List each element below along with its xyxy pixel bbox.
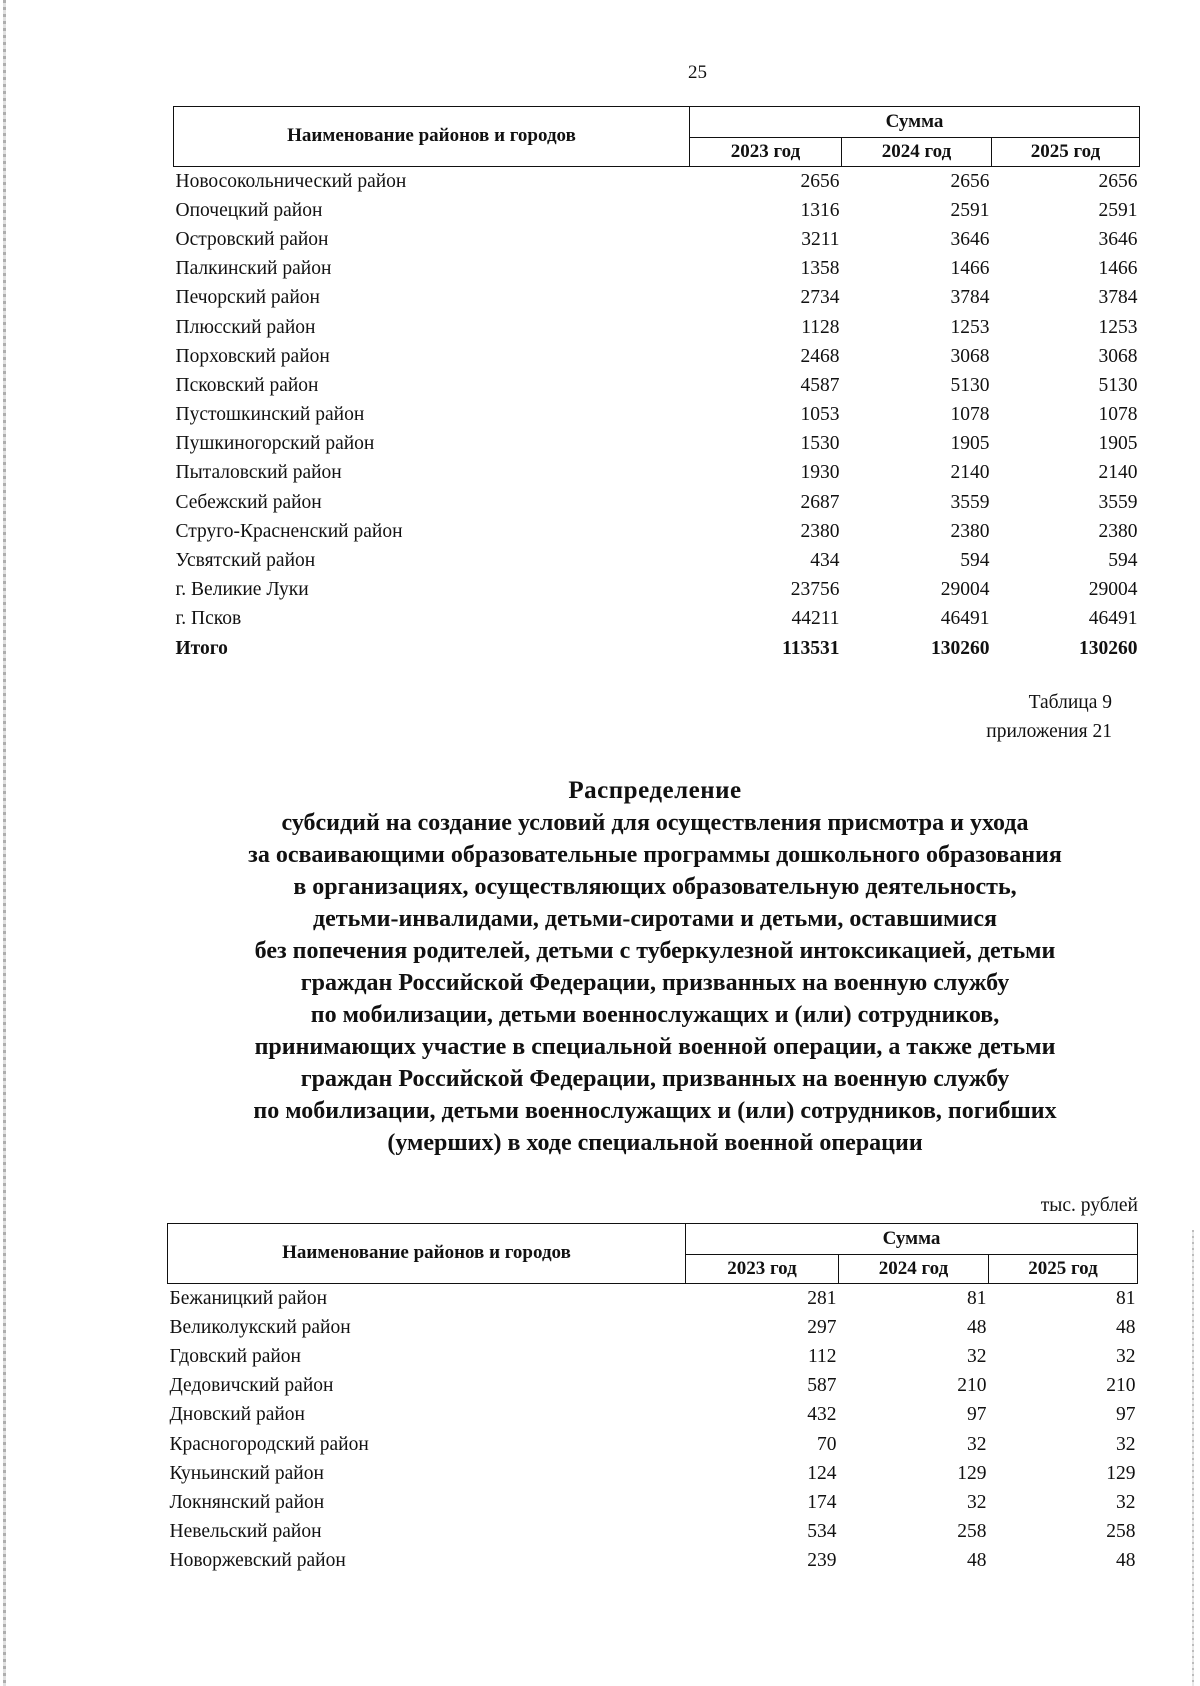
value-2024: 3646 (950, 228, 990, 250)
value-2023: 2468 (800, 345, 840, 367)
table-row (174, 430, 1140, 459)
header-sum: Сумма (686, 1224, 1138, 1255)
title-line: детьми-инвалидами, детьми-сиротами и детьми, оставшимися (313, 906, 997, 932)
title-line: субсидий на создание условий для осуществления присмотра и ухода (281, 810, 1029, 836)
title-line: за осваивающими образовательные программы дошкольного образования (248, 842, 1062, 868)
table-row (174, 576, 1140, 605)
value-2025: 258 (1106, 1521, 1136, 1543)
value-2023: 112 (807, 1345, 837, 1367)
table-row (174, 459, 1140, 488)
scan-edge-left (3, 0, 6, 1686)
table-row (174, 342, 1140, 371)
table-number-caption: Таблица 9 (1028, 692, 1112, 713)
table-row (174, 313, 1140, 342)
value-2025: 1905 (1098, 433, 1138, 455)
value-2023: 3211 (801, 228, 840, 250)
page-number: 25 (688, 62, 707, 83)
district-name: г. Псков (175, 608, 242, 630)
title-line: по мобилизации, детьми военнослужащих и (или) сотрудников, погибших (253, 1098, 1057, 1124)
table-row (168, 1372, 1138, 1401)
value-2023: 124 (807, 1462, 837, 1484)
value-2023: 174 (807, 1491, 837, 1513)
value-2023: 2380 (800, 520, 840, 542)
value-2024: 5130 (950, 374, 990, 396)
header-year-2023: 2023 год (690, 138, 842, 167)
table-row (168, 1430, 1138, 1459)
table-row (174, 517, 1140, 546)
value-2025: 5130 (1098, 374, 1138, 396)
value-2023: 297 (807, 1316, 837, 1338)
table-row (168, 1342, 1138, 1371)
subsidy-table-9 (167, 1223, 1138, 1576)
table-row (174, 546, 1140, 575)
table-row (174, 284, 1140, 313)
district-name: Новосокольнический район (175, 170, 407, 192)
value-2023: 587 (807, 1375, 837, 1397)
value-2025: 210 (1106, 1375, 1136, 1397)
district-name: Гдовский район (169, 1345, 301, 1367)
value-2025: 2380 (1098, 520, 1138, 542)
table-row (168, 1313, 1138, 1342)
value-2023: 432 (807, 1404, 837, 1426)
value-2024: 210 (957, 1375, 987, 1397)
value-2025: 46491 (1088, 608, 1138, 630)
value-2023: 434 (810, 550, 840, 572)
title-line: в организациях, осуществляющих образовательную деятельность, (293, 874, 1017, 900)
value-2023: 1128 (801, 316, 840, 338)
table-row (168, 1547, 1138, 1576)
value-2023: 2687 (800, 491, 840, 513)
value-2023: 1930 (800, 462, 840, 484)
value-2024: 1905 (950, 433, 990, 455)
value-2025: 1466 (1098, 258, 1138, 280)
district-name: Себежский район (175, 491, 322, 513)
units-label: тыс. рублей (1040, 1195, 1138, 1216)
value-2024: 1466 (950, 258, 990, 280)
district-name: Куньинский район (169, 1462, 324, 1484)
value-2025: 97 (1116, 1404, 1136, 1426)
district-name: Пушкиногорский район (175, 433, 375, 455)
value-2023: 281 (807, 1287, 837, 1309)
district-name: Пустошкинский район (175, 404, 365, 426)
value-2025: 29004 (1088, 579, 1138, 601)
value-2023: 1053 (800, 404, 840, 426)
value-2025: 3068 (1098, 345, 1138, 367)
header-year-2025: 2025 год (989, 1255, 1138, 1284)
value-2024: 3784 (950, 287, 990, 309)
subsidy-table-continued (173, 106, 1140, 663)
table-row (174, 634, 1140, 663)
value-2024: 1253 (950, 316, 990, 338)
table-row (168, 1401, 1138, 1430)
district-name: Порховский район (175, 345, 330, 367)
value-2025: 2591 (1098, 199, 1138, 221)
header-name-column: Наименование районов и городов (168, 1224, 686, 1284)
district-name: Пыталовский район (175, 462, 342, 484)
district-name: Опочецкий район (175, 199, 323, 221)
value-2025: 48 (1116, 1550, 1136, 1572)
value-2024: 129 (957, 1462, 987, 1484)
value-2023: 70 (817, 1433, 837, 1455)
header-year-2024: 2024 год (839, 1255, 989, 1284)
header-sum: Сумма (690, 107, 1140, 138)
table-row (168, 1488, 1138, 1517)
district-name: Псковский район (175, 374, 319, 396)
district-name: Новоржевский район (169, 1550, 346, 1572)
value-2023: 1530 (800, 433, 840, 455)
header-name-column: Наименование районов и городов (174, 107, 690, 167)
header-year-2025: 2025 год (992, 138, 1140, 167)
value-2024: 3559 (950, 491, 990, 513)
value-2023: 4587 (800, 374, 840, 396)
district-name: Великолукский район (169, 1316, 351, 1338)
district-name: Усвятский район (175, 550, 316, 572)
value-2025: 130260 (1079, 637, 1138, 659)
table1-body (174, 167, 1140, 664)
table-row (174, 401, 1140, 430)
value-2024: 2656 (950, 170, 990, 192)
value-2024: 48 (967, 1550, 987, 1572)
value-2024: 130260 (931, 637, 990, 659)
value-2024: 2591 (950, 199, 990, 221)
value-2024: 32 (967, 1491, 987, 1513)
table-row (174, 167, 1140, 197)
value-2025: 3559 (1098, 491, 1138, 513)
value-2025: 2656 (1098, 170, 1138, 192)
table-row (168, 1459, 1138, 1488)
value-2025: 1253 (1098, 316, 1138, 338)
title-line: граждан Российской Федерации, призванных на военную службу (300, 1066, 1010, 1092)
value-2025: 32 (1116, 1433, 1136, 1455)
scan-edge-right (1192, 1230, 1194, 1686)
value-2023: 113531 (782, 637, 840, 659)
value-2023: 239 (807, 1550, 837, 1572)
value-2023: 1316 (800, 199, 840, 221)
title-line: граждан Российской Федерации, призванных на военную службу (300, 970, 1010, 996)
value-2023: 2656 (800, 170, 840, 192)
district-name: Струго-Красненский район (175, 520, 403, 542)
value-2025: 594 (1108, 550, 1138, 572)
value-2025: 2140 (1098, 462, 1138, 484)
value-2025: 3784 (1098, 287, 1138, 309)
district-name: г. Великие Луки (175, 579, 309, 601)
district-name: Локнянский район (169, 1491, 325, 1513)
value-2023: 534 (807, 1521, 837, 1543)
district-name: Дновский район (169, 1404, 305, 1426)
value-2025: 1078 (1098, 404, 1138, 426)
district-name: Красногородский район (169, 1433, 369, 1455)
district-name: Итого (175, 637, 228, 659)
value-2024: 594 (960, 550, 990, 572)
district-name: Бежаницкий район (169, 1287, 328, 1309)
title-line: принимающих участие в специальной военной операции, а также детьми (254, 1034, 1056, 1060)
value-2024: 1078 (950, 404, 990, 426)
table-row (174, 255, 1140, 284)
value-2024: 32 (967, 1345, 987, 1367)
table-row (174, 605, 1140, 634)
table-row (174, 196, 1140, 225)
appendix-caption: приложения 21 (986, 721, 1112, 742)
table-row (174, 488, 1140, 517)
value-2024: 3068 (950, 345, 990, 367)
header-year-2023: 2023 год (686, 1255, 839, 1284)
district-name: Невельский район (169, 1521, 322, 1543)
value-2025: 48 (1116, 1316, 1136, 1338)
value-2024: 258 (957, 1521, 987, 1543)
title-line: без попечения родителей, детьми с туберкулезной интоксикацией, детьми (254, 938, 1056, 964)
district-name: Дедовичский район (169, 1375, 334, 1397)
value-2024: 48 (967, 1316, 987, 1338)
value-2023: 23756 (790, 579, 840, 601)
district-name: Островский район (175, 228, 329, 250)
value-2024: 46491 (940, 608, 990, 630)
table2-body (168, 1284, 1138, 1576)
value-2023: 2734 (800, 287, 840, 309)
table-row (174, 225, 1140, 254)
header-year-2024: 2024 год (842, 138, 992, 167)
title-line: по мобилизации, детьми военнослужащих и (или) сотрудников, (310, 1002, 1000, 1028)
value-2025: 3646 (1098, 228, 1138, 250)
district-name: Печорский район (175, 287, 320, 309)
value-2024: 2140 (950, 462, 990, 484)
value-2025: 81 (1116, 1287, 1136, 1309)
value-2025: 32 (1116, 1491, 1136, 1513)
value-2024: 29004 (940, 579, 990, 601)
value-2025: 129 (1106, 1462, 1136, 1484)
table-row (168, 1518, 1138, 1547)
value-2024: 2380 (950, 520, 990, 542)
value-2024: 97 (967, 1404, 987, 1426)
value-2023: 1358 (800, 258, 840, 280)
title-line: (умерших) в ходе специальной военной операции (387, 1130, 923, 1156)
value-2024: 32 (967, 1433, 987, 1455)
district-name: Палкинский район (175, 258, 332, 280)
title-main: Распределение (568, 777, 742, 804)
table-row (168, 1284, 1138, 1314)
value-2023: 44211 (791, 608, 840, 630)
distribution-title (160, 775, 1150, 1159)
value-2025: 32 (1116, 1345, 1136, 1367)
table-row (174, 371, 1140, 400)
value-2024: 81 (967, 1287, 987, 1309)
district-name: Плюсский район (175, 316, 316, 338)
